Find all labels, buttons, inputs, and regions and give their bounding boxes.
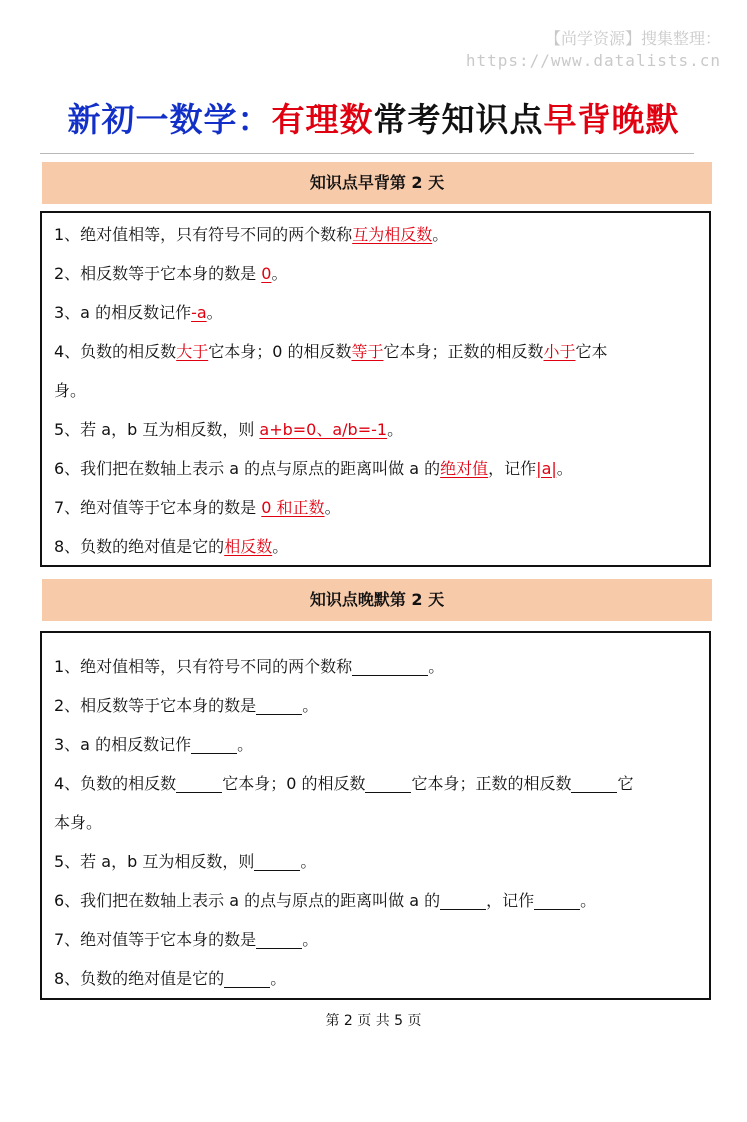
- evening-item-4: 4、负数的相反数 它本身；0 的相反数 它本身；正数的相反数 它: [54, 774, 634, 793]
- morning-item-2: 2、相反数等于它本身的数是 0。: [54, 264, 288, 283]
- answer: a+b=0、a/b=-1: [259, 420, 388, 439]
- title-grade: 新初一数学：: [67, 100, 272, 139]
- evening-list: [40, 631, 711, 1000]
- answer-blank[interactable]: [534, 891, 580, 910]
- page-number: 第 2 页 共 5 页: [325, 1013, 422, 1029]
- evening-item-7: 7、绝对值等于它本身的数是 。: [54, 930, 319, 949]
- answer-blank[interactable]: [352, 657, 428, 676]
- evening-item-2: 2、相反数等于它本身的数是 。: [54, 696, 319, 715]
- evening-item-3: 3、a 的相反数记作 。: [54, 735, 254, 754]
- page-title: [0, 96, 747, 144]
- answer: 等于: [351, 342, 384, 361]
- evening-item-5: 5、若 a，b 互为相反数，则 。: [54, 852, 317, 871]
- morning-item-1: 1、绝对值相等，只有符号不同的两个数称互为相反数。: [54, 225, 449, 244]
- answer-blank[interactable]: [440, 891, 486, 910]
- title-divider: [40, 153, 694, 154]
- title-topic: 有理数: [271, 100, 374, 139]
- morning-item-3: 3、a 的相反数记作-a。: [54, 303, 223, 322]
- evening-item-6: 6、我们把在数轴上表示 a 的点与原点的距离叫做 a 的 ，记作 。: [54, 891, 597, 910]
- evening-heading: 知识点晚默第 2 天: [42, 579, 712, 621]
- morning-item-4-continued: 身。: [54, 381, 87, 400]
- watermark-url: https://www.datalists.cn: [465, 51, 721, 70]
- evening-item-1: 1、绝对值相等，只有符号不同的两个数称 。: [54, 657, 445, 676]
- answer-blank[interactable]: [191, 735, 237, 754]
- watermark: [466, 28, 721, 72]
- answer-blank[interactable]: [256, 696, 302, 715]
- answer-blank[interactable]: [254, 852, 300, 871]
- answer-blank[interactable]: [571, 774, 617, 793]
- morning-heading: 知识点早背第 2 天: [42, 162, 712, 204]
- answer: 0 和正数: [261, 498, 325, 517]
- answer-blank[interactable]: [365, 774, 411, 793]
- morning-list: [40, 211, 711, 567]
- answer: 大于: [176, 342, 209, 361]
- answer-blank[interactable]: [256, 930, 302, 949]
- answer: 0: [261, 264, 272, 283]
- evening-item-8: 8、负数的绝对值是它的 。: [54, 969, 287, 988]
- title-method: 早背晚默: [543, 100, 680, 139]
- morning-item-6: 6、我们把在数轴上表示 a 的点与原点的距离叫做 a 的绝对值，记作|a|。: [54, 459, 573, 478]
- answer: 小于: [543, 342, 576, 361]
- answer: 互为相反数: [352, 225, 433, 244]
- evening-item-4-continued: 本身。: [54, 813, 103, 832]
- answer-blank[interactable]: [176, 774, 222, 793]
- morning-item-5: 5、若 a，b 互为相反数，则 a+b=0、a/b=-1。: [54, 420, 404, 439]
- answer: |a|: [536, 459, 557, 478]
- answer-blank[interactable]: [224, 969, 270, 988]
- title-subject: 常考知识点: [373, 100, 544, 139]
- answer: -a: [191, 303, 207, 322]
- answer: 绝对值: [440, 459, 489, 478]
- morning-item-4: 4、负数的相反数大于它本身；0 的相反数等于它本身；正数的相反数小于它本: [54, 342, 608, 361]
- morning-item-7: 7、绝对值等于它本身的数是 0 和正数。: [54, 498, 341, 517]
- morning-item-8: 8、负数的绝对值是它的相反数。: [54, 537, 289, 556]
- answer: 相反数: [224, 537, 273, 556]
- watermark-source-text: 【尚学资源】搜集整理：: [544, 29, 721, 48]
